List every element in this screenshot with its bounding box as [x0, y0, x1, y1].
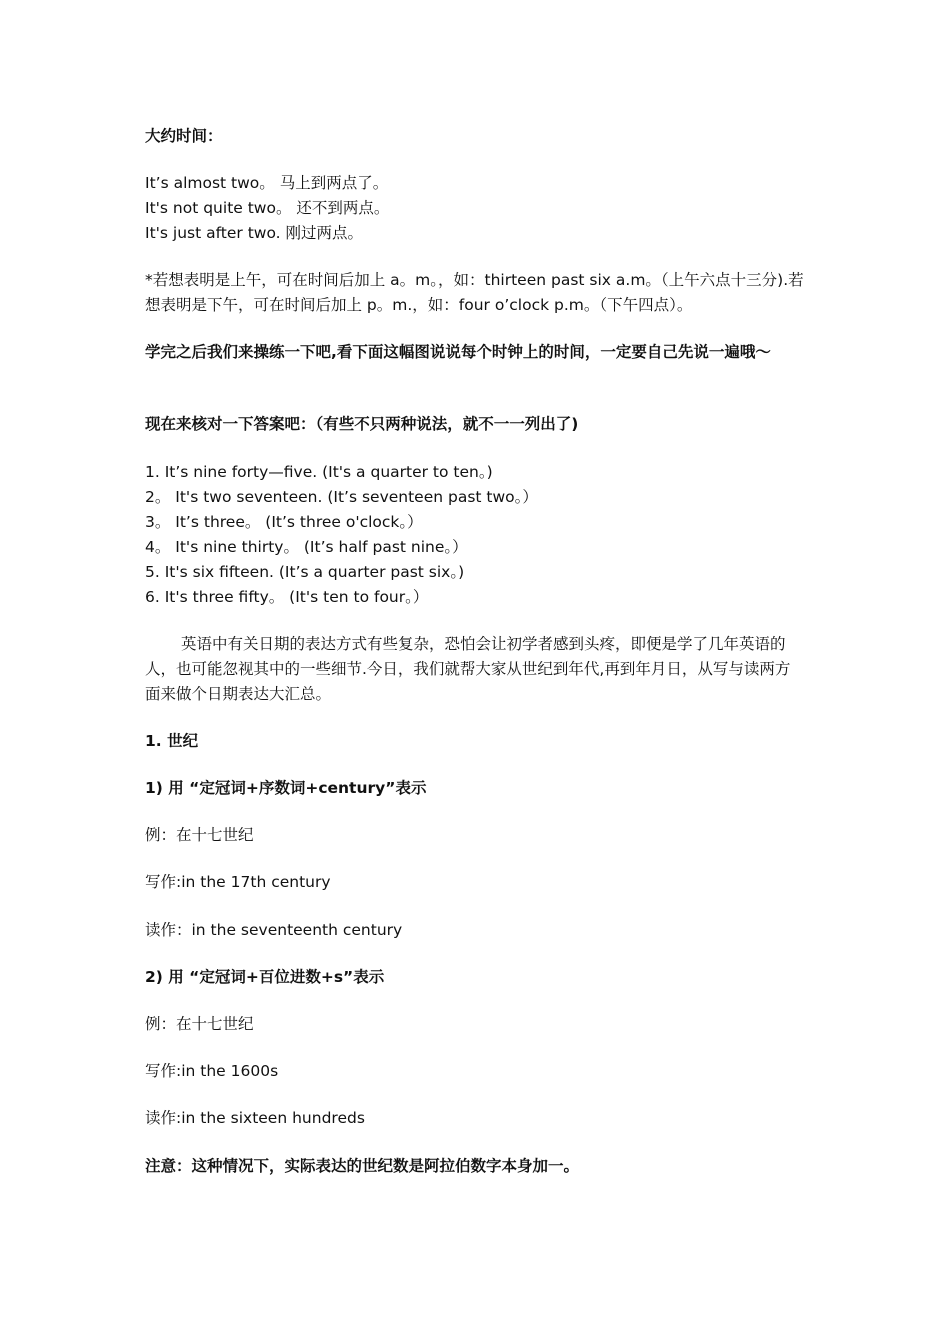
practice-prompt: 学完之后我们来操练一下吧,看下面这幅图说说每个时钟上的时间，一定要自己先说一遍哦～ [145, 343, 771, 361]
century-method-1-read: 读作：in the seventeenth century [145, 921, 403, 939]
century-method-2-read: 读作:in the sixteen hundreds [145, 1109, 365, 1127]
century-method-2-example: 例：在十七世纪 [145, 1015, 254, 1033]
century-heading: 1. 世纪 [145, 732, 199, 750]
approx-line-3: It's just after two. 刚过两点。 [145, 224, 364, 242]
century-method-1-write: 写作:in the 17th century [145, 873, 331, 891]
approx-time-heading: 大约时间： [145, 127, 223, 145]
answer-item-2: 2。 It's two seventeen. (It’s seventeen past two。） [145, 488, 538, 506]
approx-line-1: It’s almost two。 马上到两点了。 [145, 174, 389, 192]
century-note: 注意：这种情况下，实际表达的世纪数是阿拉伯数字本身加一。 [145, 1157, 580, 1175]
answer-item-3: 3。 It’s three。 (It’s three o'clock。） [145, 513, 423, 531]
ampm-note: *若想表明是上午，可在时间后加上 a。m。，如：thirteen past six a.m。（上午六点十三分).若想表明是下午，可在时间后加上 p。m.，如：four o’clock p.m。（下午四点）。 [145, 271, 804, 314]
approx-line-2: It's not quite two。 还不到两点。 [145, 199, 390, 217]
century-method-1-example: 例：在十七世纪 [145, 826, 254, 844]
dates-intro-paragraph: 英语中有关日期的表达方式有些复杂，恐怕会让初学者感到头疼，即便是学了几年英语的人，也可能忽视其中的一些细节.今日，我们就帮大家从世纪到年代,再到年月日，从写与读两方面来做个日期表达大汇总。 [145, 635, 791, 703]
answer-item-6: 6. It's three fifty。 (It's ten to four。） [145, 588, 429, 606]
century-method-1-title: 1) 用 “定冠词+序数词+century”表示 [145, 779, 427, 797]
answer-item-5: 5. It's six fifteen. (It’s a quarter past six。) [145, 563, 465, 581]
century-method-2-title: 2) 用 “定冠词+百位进数+s”表示 [145, 968, 385, 986]
answers-heading: 现在来核对一下答案吧：（有些不只两种说法，就不一一列出了) [145, 415, 579, 433]
answer-item-4: 4。 It's nine thirty。 (It’s half past nine。） [145, 538, 468, 556]
answer-item-1: 1. It’s nine forty—five. (It's a quarter to ten。) [145, 463, 493, 481]
century-method-2-write: 写作:in the 1600s [145, 1062, 279, 1080]
